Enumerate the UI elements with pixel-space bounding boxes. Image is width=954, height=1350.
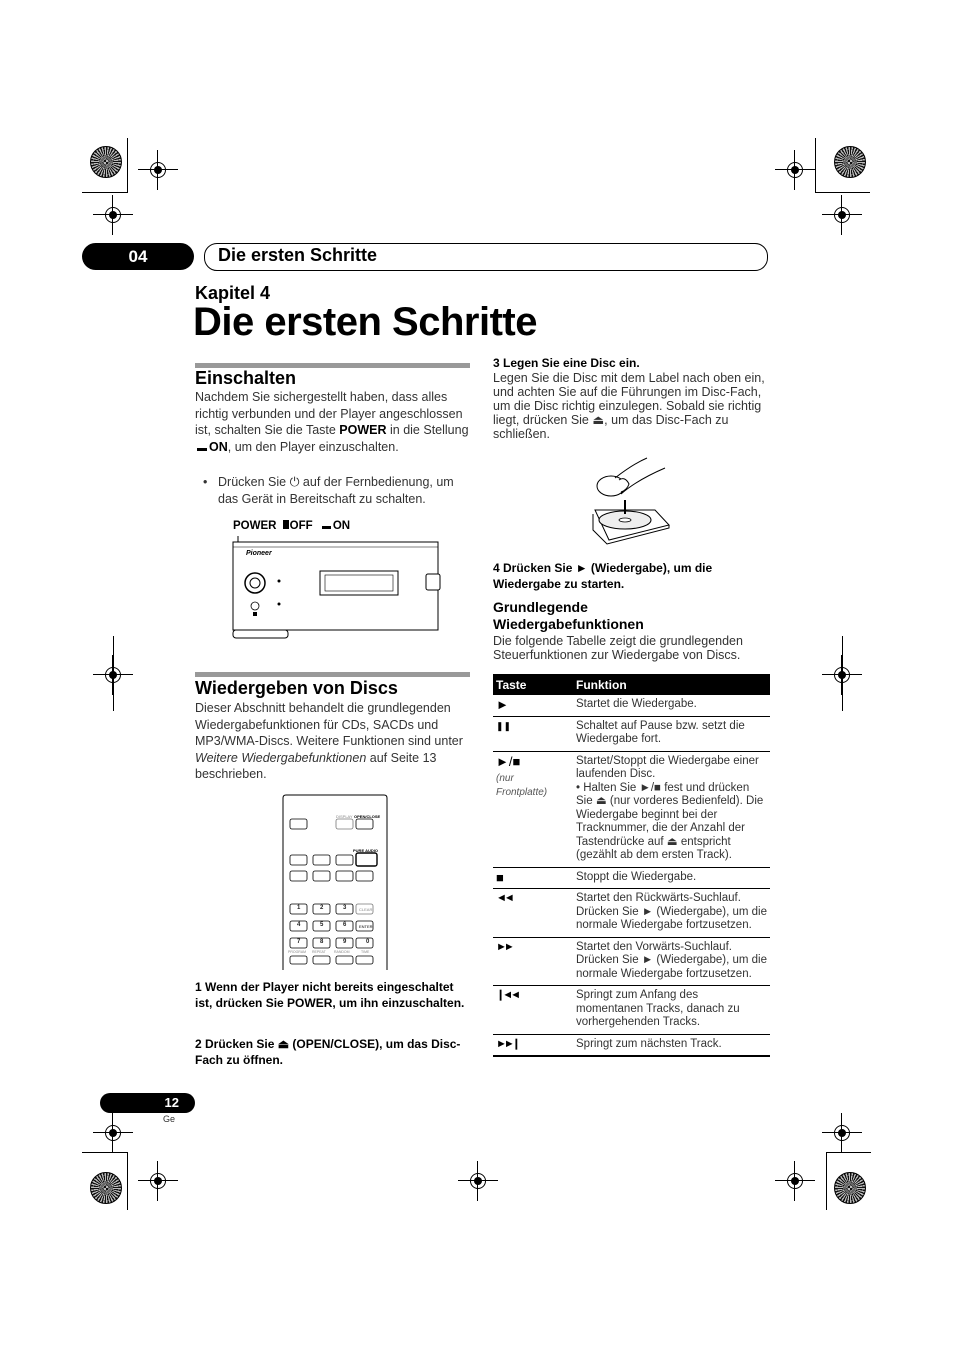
table-row xyxy=(493,867,770,889)
crop-line xyxy=(815,192,870,193)
page-number: 12 xyxy=(100,1093,195,1113)
table-cell-function: Springt zum nächsten Track. xyxy=(573,1034,770,1056)
page-title: Die ersten Schritte xyxy=(193,300,537,344)
step-3-body: Legen Sie die Disc mit dem Label nach oben ein, und achten Sie auf die Führungen im Disc-Fach, um die Disc richtig einzulegen. Sobald sie richtig liegt, drücken Sie ⏏, um das Disc-Fach zu schließen. xyxy=(493,371,765,441)
remote-label-enter: ENTER xyxy=(359,924,373,929)
remote-digit: 7 xyxy=(297,939,301,945)
table-row xyxy=(493,937,770,986)
remote-label-time: TIME xyxy=(361,950,370,954)
registration-sun-mark xyxy=(90,146,122,178)
wiedergeben-paragraph: Dieser Abschnitt behandelt die grundlegenden Wiedergabefunktionen für CDs, SACDs und MP3/WMA-Discs. Weitere Funktionen sind unter Weitere Wiedergabefunktionen auf Seite 13 beschrieben. xyxy=(195,701,463,781)
eject-icon: ⏏ xyxy=(592,413,605,427)
registration-sun-mark xyxy=(90,1172,122,1204)
remote-digit: 3 xyxy=(343,905,347,911)
play-stop-key-icon: ►/■ xyxy=(496,753,521,769)
disc-loading-illustration xyxy=(585,450,675,546)
remote-digit: 9 xyxy=(343,939,347,945)
remote-digit: 5 xyxy=(320,922,324,928)
table-row xyxy=(493,695,770,716)
table-header-taste: Taste xyxy=(493,674,573,695)
step-1: 1 Wenn der Player nicht bereits eingeschaltet ist, drücken Sie POWER, um ihn einzuschalten. xyxy=(195,980,465,1010)
remote-label-repeat: REPEAT xyxy=(312,950,326,954)
crosshair-mark xyxy=(138,150,178,190)
fast-forward-key-icon: ►► xyxy=(493,937,573,986)
chapter-number-tab: 04 xyxy=(82,243,194,270)
previous-track-key-icon: ❙◄◄ xyxy=(493,986,573,1035)
crop-line xyxy=(127,138,128,193)
table-key-note: (nur Frontplatte) xyxy=(496,773,548,798)
crop-line xyxy=(826,1152,827,1210)
crosshair-mark xyxy=(138,1161,178,1201)
crop-line xyxy=(82,1152,127,1153)
chapter-label: Kapitel 4 xyxy=(195,283,271,303)
remote-digit: 8 xyxy=(320,939,324,945)
step-4: 4 Drücken Sie ► (Wiedergabe), um die Wiedergabe zu starten. xyxy=(493,561,713,591)
table-cell-function: Startet den Rückwärts-Suchlauf. Drücken Sie ► (Wiedergabe), um die normale Wiedergabe fortzusetzen. xyxy=(573,889,770,938)
table-row xyxy=(493,889,770,938)
step-3-heading: 3 Legen Sie eine Disc ein. xyxy=(493,356,640,370)
chapter-title: Die ersten Schritte xyxy=(218,245,378,265)
device-brand-logo: Pioneer xyxy=(246,550,272,557)
stop-key-icon: ■ xyxy=(493,867,573,889)
standby-power-icon: ⏻ xyxy=(289,475,300,489)
table-cell-function: Startet/Stoppt die Wiedergabe einer laufenden Disc. xyxy=(576,754,759,780)
crop-line xyxy=(127,1152,128,1210)
remote-digit: 6 xyxy=(343,922,347,928)
eject-icon: ⏏ xyxy=(277,1037,290,1051)
remote-digit: 2 xyxy=(320,905,324,911)
off-position-icon xyxy=(283,520,289,529)
pause-key-icon: ❚❚ xyxy=(493,716,573,751)
table-cell-function: Startet den Vorwärts-Suchlauf. Drücken Sie ► (Wiedergabe), um die normale Wiedergabe fortzusetzen. xyxy=(573,937,770,986)
step-2: 2 Drücken Sie ⏏ (OPEN/CLOSE), um das Disc-Fach zu öffnen. xyxy=(195,1037,461,1067)
crop-line xyxy=(842,636,843,711)
remote-label-program: PROGRAM xyxy=(288,950,307,954)
crosshair-mark xyxy=(93,195,133,235)
table-row xyxy=(493,716,770,751)
rewind-key-icon: ◄◄ xyxy=(493,889,573,938)
remote-label-clear: CLEAR xyxy=(359,907,373,912)
power-switch-label: POWER OFF ON xyxy=(233,520,351,532)
on-position-icon xyxy=(197,444,207,451)
registration-sun-mark xyxy=(834,1172,866,1204)
table-cell-function: Schaltet auf Pause bzw. setzt die Wiedergabe fort. xyxy=(573,716,770,751)
crop-line xyxy=(826,1152,871,1153)
remote-label-open-close: OPEN/CLOSE xyxy=(354,814,381,819)
table-header-row xyxy=(493,674,770,695)
remote-label-display: DISPLAY xyxy=(336,814,353,819)
grundlegende-intro: Die folgende Tabelle zeigt die grundlegenden Steuerfunktionen zur Wiedergabe von Discs. xyxy=(493,634,743,662)
crosshair-mark xyxy=(93,1113,133,1153)
crop-line xyxy=(82,192,127,193)
function-table xyxy=(493,674,770,1057)
table-header-funktion: Funktion xyxy=(573,674,770,695)
table-cell-function-detail: • Halten Sie ►/■ fest und drücken Sie ⏏ (nur vorderes Bedienfeld). Die Wiedergabe beginnt bei der Tracknummer, die der Anzahl der Tastendrücke auf ⏏ entspricht (gezählt ab dem ersten Track). xyxy=(576,781,764,861)
remote-digit: 4 xyxy=(297,922,301,928)
remote-label-pure-audio: PURE AUDIO xyxy=(353,848,378,853)
table-row xyxy=(493,751,770,867)
crop-line xyxy=(815,138,816,193)
table-cell-function: Startet die Wiedergabe. xyxy=(573,695,770,716)
crosshair-mark xyxy=(775,150,815,190)
registration-sun-mark xyxy=(834,146,866,178)
next-track-key-icon: ►►❙ xyxy=(493,1034,573,1056)
language-code: Ge xyxy=(163,1114,176,1124)
on-position-icon xyxy=(322,523,331,529)
section-heading-einschalten: Einschalten xyxy=(195,368,297,388)
einschalten-paragraph: Nachdem Sie sichergestellt haben, dass alles richtig verbunden und der Player angeschlossen ist, schalten Sie die Taste POWER in die Stellung ON, um den Player einzuschalten. xyxy=(195,390,469,454)
table-row xyxy=(493,1034,770,1056)
table-row xyxy=(493,986,770,1035)
section-heading-wiedergeben: Wiedergeben von Discs xyxy=(195,678,398,698)
remote-label-random: RANDOM xyxy=(334,950,350,954)
remote-digit: 1 xyxy=(297,905,301,911)
crosshair-mark xyxy=(458,1161,498,1201)
einschalten-bullet: • Drücken Sie ⏻ auf der Fernbedienung, um das Gerät in Bereitschaft zu schalten. xyxy=(203,475,454,506)
crosshair-mark xyxy=(822,1113,862,1153)
crosshair-mark xyxy=(822,195,862,235)
crosshair-mark xyxy=(775,1161,815,1201)
play-key-icon: ► xyxy=(493,695,573,716)
subsection-heading-grundlegende: Grundlegende Wiedergabefunktionen xyxy=(493,599,644,632)
remote-digit: 0 xyxy=(366,939,370,945)
table-cell-function: Stoppt die Wiedergabe. xyxy=(573,867,770,889)
crop-line xyxy=(113,636,114,711)
table-cell-function: Springt zum Anfang des momentanen Tracks, danach zu vorhergehenden Tracks. xyxy=(573,986,770,1035)
section-rule xyxy=(195,672,470,677)
